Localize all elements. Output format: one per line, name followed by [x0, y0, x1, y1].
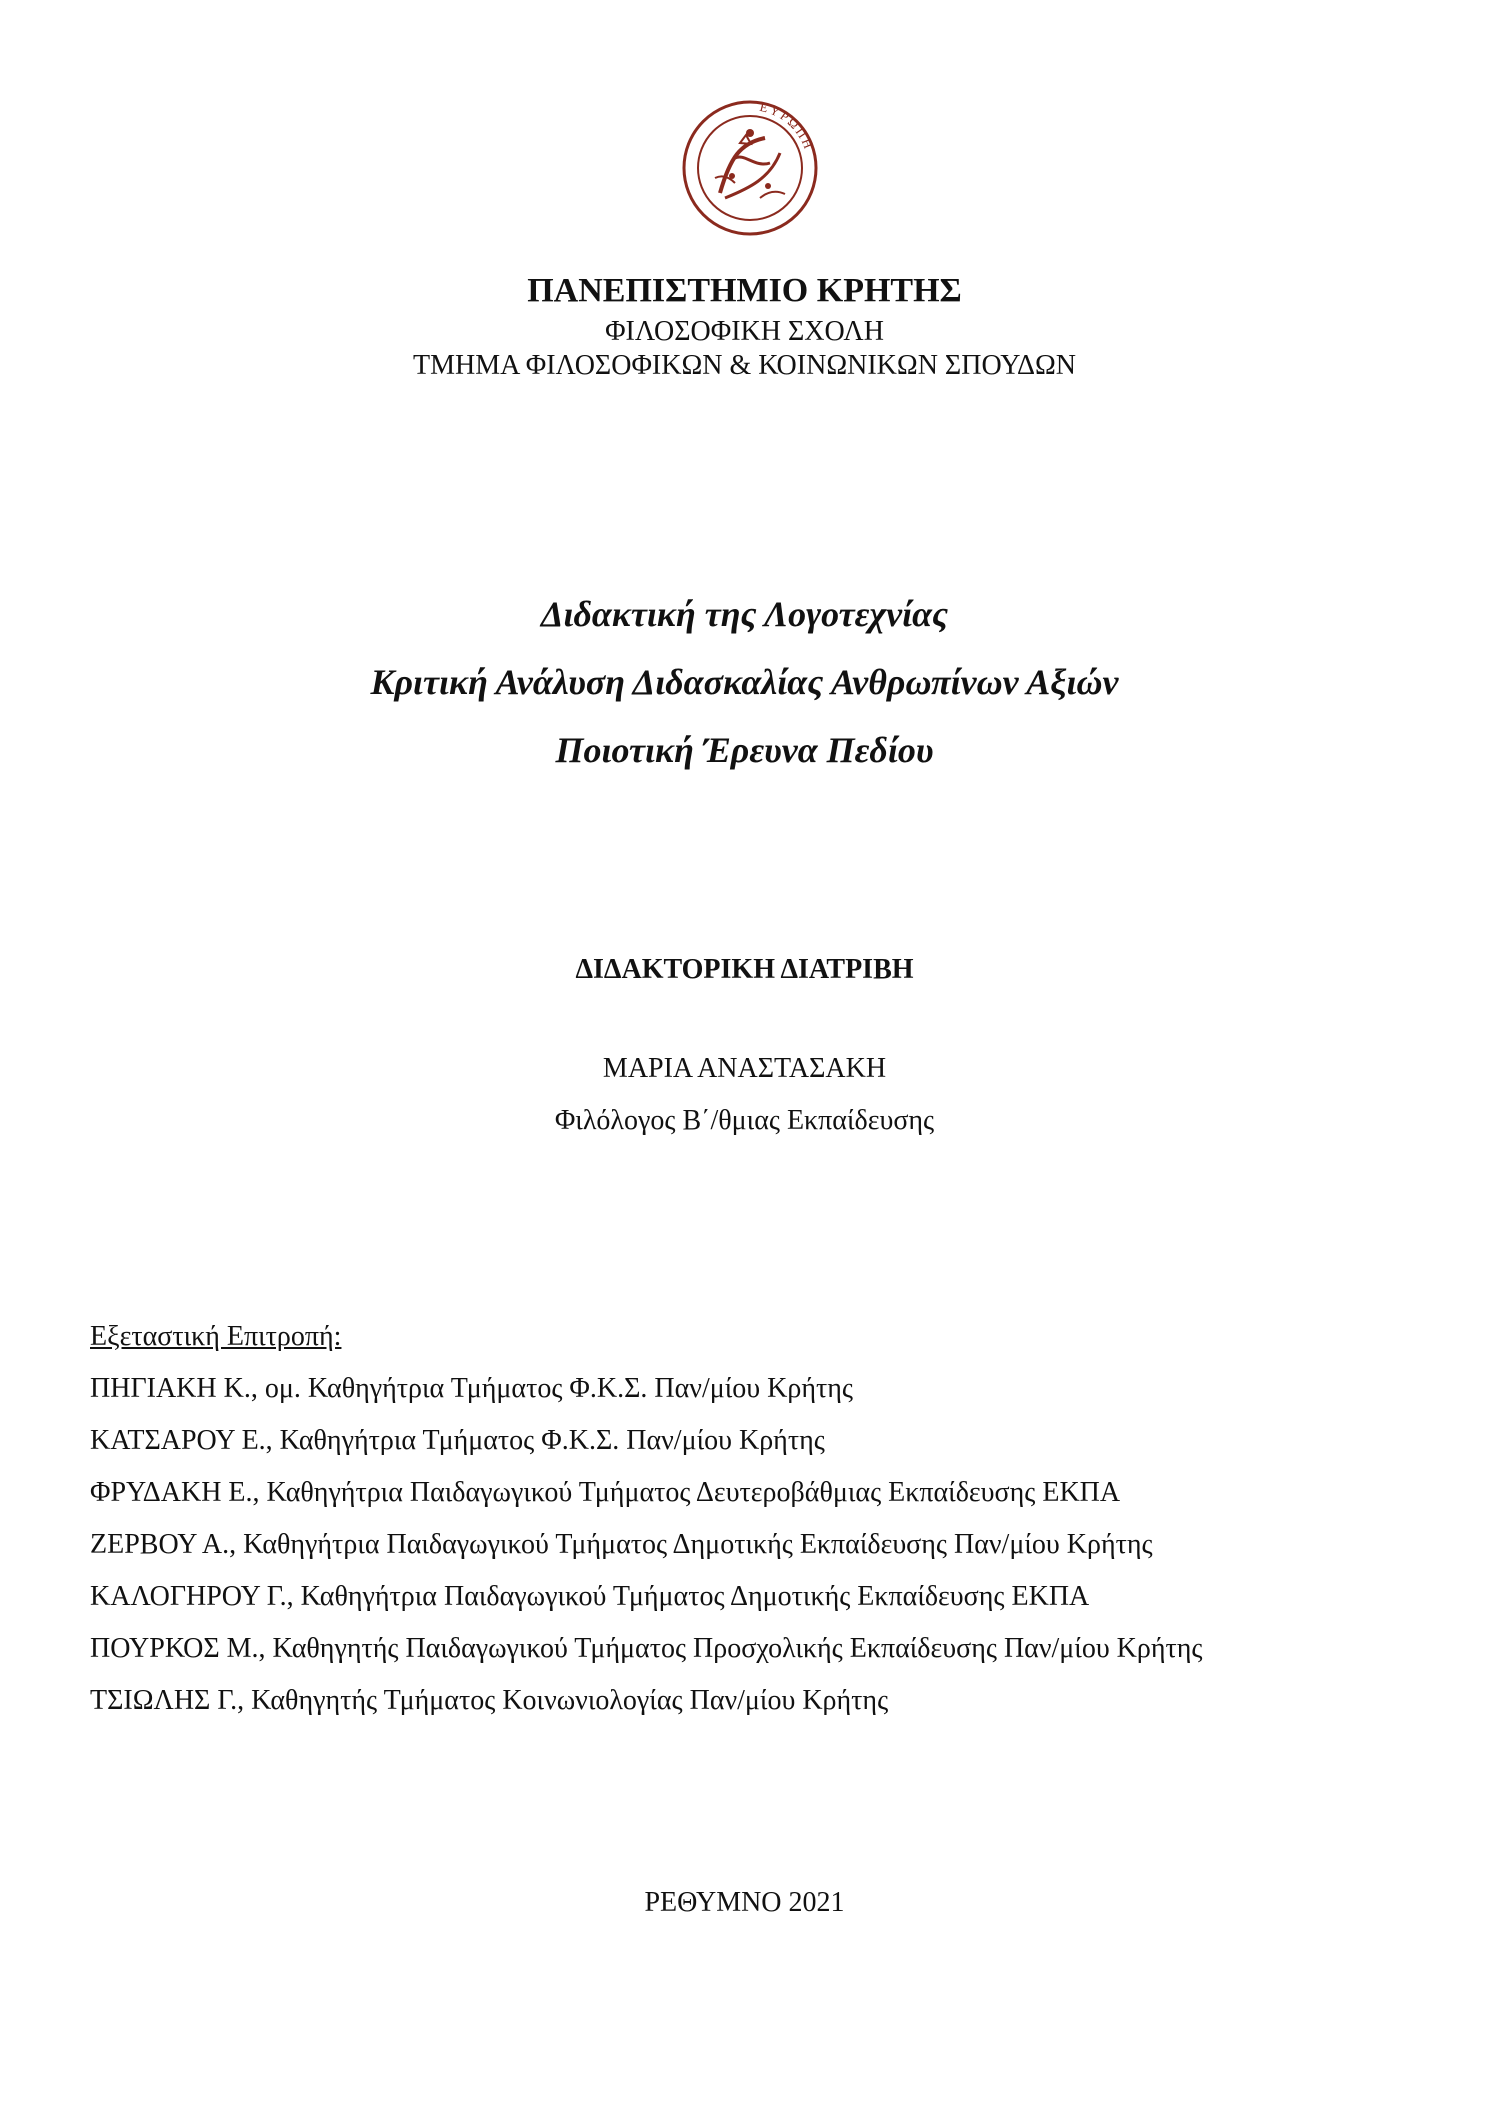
committee-member: ΠΗΓΙΑΚΗ Κ., ομ. Καθηγήτρια Τμήματος Φ.Κ.Σ. Παν/μίου Κρήτης [90, 1373, 853, 1404]
university-name: ΠΑΝΕΠΙΣΤΗΜΙΟ ΚΡΗΤΗΣ [527, 272, 962, 309]
school-name: ΦΙΛΟΣΟΦΙΚΗ ΣΧΟΛΗ [605, 316, 884, 347]
committee-member: ΚΑΤΣΑΡΟΥ Ε., Καθηγήτρια Τμήματος Φ.Κ.Σ. Παν/μίου Κρήτης [90, 1425, 825, 1456]
thesis-title-line-3: Ποιοτική Έρευνα Πεδίου [555, 730, 934, 770]
author-role: Φιλόλογος Β΄/θμιας Εκπαίδευσης [554, 1105, 935, 1136]
committee-heading: Εξεταστική Επιτροπή: [90, 1321, 342, 1352]
svg-text:ΕΥΡΩΠΗ [758, 99, 817, 153]
seal-legend: ΕΥΡΩΠΗ [758, 98, 817, 153]
thesis-title-line-1: Διδακτική της Λογοτεχνίας [540, 594, 949, 634]
examination-committee [90, 1321, 1203, 1717]
committee-member: ΖΕΡΒΟΥ Α., Καθηγήτρια Παιδαγωγικού Τμήματος Δημοτικής Εκπαίδευσης Παν/μίου Κρήτης [90, 1529, 1153, 1560]
committee-member: ΚΑΛΟΓΗΡΟΥ Γ., Καθηγήτρια Παιδαγωγικού Τμήματος Δημοτικής Εκπαίδευσης ΕΚΠΑ [90, 1581, 1090, 1612]
author-name: ΜΑΡΙΑ ΑΝΑΣΤΑΣΑΚΗ [602, 1053, 887, 1084]
department-name: ΤΜΗΜΑ ΦΙΛΟΣΟΦΙΚΩΝ & ΚΟΙΝΩΝΙΚΩΝ ΣΠΟΥΔΩΝ [412, 350, 1077, 381]
committee-member: ΦΡΥΔΑΚΗ Ε., Καθηγήτρια Παιδαγωγικού Τμήματος Δευτεροβάθμιας Εκπαίδευσης ΕΚΠΑ [90, 1477, 1121, 1508]
committee-member: ΤΣΙΩΛΗΣ Γ., Καθηγητής Τμήματος Κοινωνιολογίας Παν/μίου Κρήτης [90, 1685, 889, 1716]
thesis-type: ΔΙΔΑΚΤΟΡΙΚΗ ΔΙΑΤΡΙΒΗ [575, 954, 914, 985]
committee-member: ΠΟΥΡΚΟΣ Μ., Καθηγητής Παιδαγωγικού Τμήματος Προσχολικής Εκπαίδευσης Παν/μίου Κρήτης [90, 1633, 1203, 1664]
thesis-title-line-2: Κριτική Ανάλυση Διδασκαλίας Ανθρωπίνων Αξιών [370, 662, 1119, 702]
place-and-year: ΡΕΘΥΜΝΟ 2021 [644, 1887, 845, 1918]
university-seal-logo [680, 98, 820, 238]
